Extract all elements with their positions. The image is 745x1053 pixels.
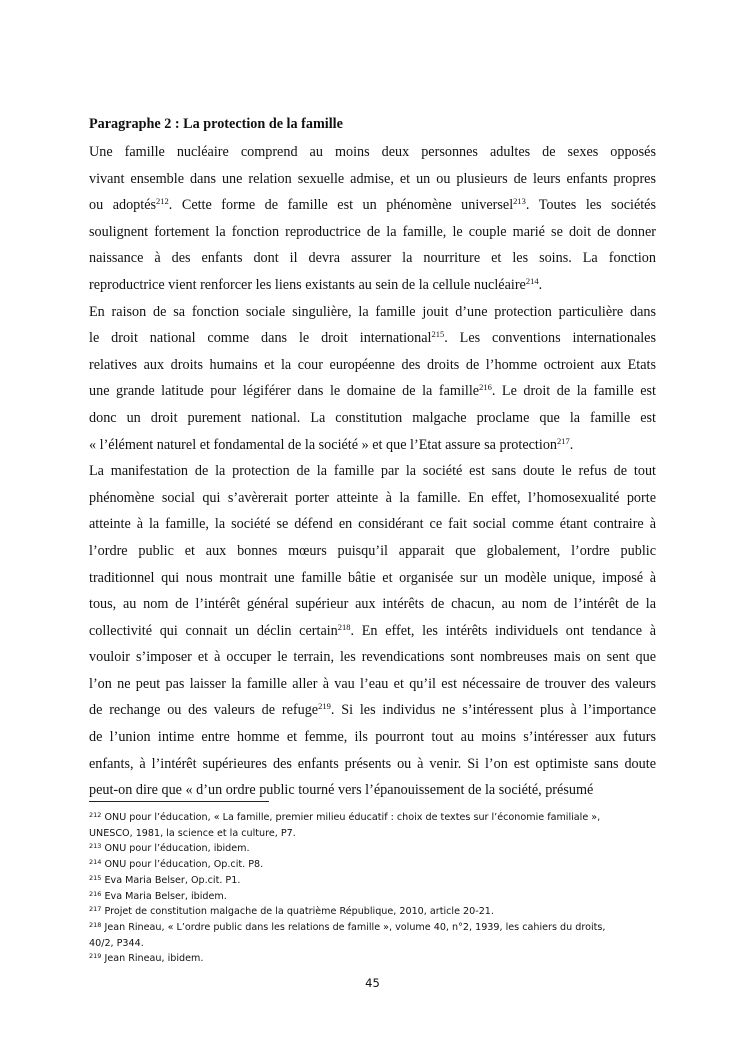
- text-segment: . Les conventions internationales: [444, 330, 656, 347]
- footnote-number: 219: [89, 952, 102, 961]
- footnote-number: 215: [89, 873, 102, 882]
- paragraphs: [89, 139, 656, 804]
- text-segment: Une famille nucléaire comprend au moins deux personnes adultes de sexes opposés: [89, 144, 656, 160]
- paragraph-line: [89, 644, 656, 671]
- paragraph-line: [89, 538, 656, 565]
- footnote-ref[interactable]: 212: [156, 196, 169, 207]
- text-segment: . Cette forme de famille est un phénomène universel: [168, 197, 514, 214]
- footnote: [89, 810, 656, 826]
- paragraph: [89, 299, 656, 459]
- text-segment: relatives aux droits humains et la cour européenne des droits de l’homme octroient aux Etats: [89, 356, 656, 373]
- paragraph-line: [89, 751, 656, 778]
- footnote: [89, 889, 656, 905]
- text-segment: donc un droit purement national. La constitution malgache proclame que la famille est: [89, 409, 656, 426]
- text-segment: l’ordre public et aux bonnes mœurs puisqu’il apparait que globalement, l’ordre public: [89, 542, 656, 559]
- text-segment: La manifestation de la protection de la famille par la société est sans doute le refus de tout: [89, 463, 656, 480]
- paragraph-line: [89, 325, 656, 352]
- paragraph: [89, 458, 656, 804]
- footnote-number: 213: [89, 842, 102, 851]
- paragraph-line: [89, 565, 656, 592]
- footnote-number: 212: [89, 811, 102, 819]
- text-segment: soulignent fortement la fonction reproductrice de la famille, le couple marié se doit de donner: [89, 223, 656, 240]
- text-segment: collectivité qui connait un déclin certain: [89, 622, 338, 639]
- paragraph-line: [89, 219, 656, 246]
- footnote-text: Jean Rineau, ibidem.: [104, 953, 204, 965]
- paragraph-line: [89, 166, 656, 193]
- footnote-text: Eva Maria Belser, Op.cit. P1.: [104, 874, 241, 886]
- text-segment: une grande latitude pour légiférer dans le domaine de la famille: [89, 383, 480, 400]
- paragraph-line: [89, 777, 656, 804]
- paragraph-line: [89, 618, 656, 645]
- footnote: [89, 857, 656, 873]
- text-segment: phénomène social qui s’avèrerait porter atteinte à la famille. En effet, l’homosexualité porte: [89, 489, 656, 506]
- paragraph-line: [89, 485, 656, 512]
- paragraph-line: [89, 671, 656, 698]
- text-segment: peut-on dire que « d’un ordre public tourné vers l’épanouissement de la société, présumé: [89, 782, 594, 799]
- text-segment: l’on ne peut pas laisser la famille aller à vau l’eau et qu’il est nécessaire de trouver des valeurs: [89, 675, 656, 692]
- paragraph-line: [89, 511, 656, 538]
- footnote: [89, 920, 656, 936]
- footnote-text: Jean Rineau, « L’ordre public dans les relations de famille », volume 40, n°2, 1939, les cahiers du droits,: [104, 921, 606, 933]
- footnote-text: UNESCO, 1981, la science et la culture, P7.: [89, 827, 296, 839]
- text-segment: traditionnel qui nous montrait une famille bâtie et organisée sur un modèle unique, imposé à: [89, 569, 656, 586]
- text-segment: . Si les individus ne s’intéressent plus à l’importance: [330, 702, 656, 719]
- footnote-text: ONU pour l’éducation, Op.cit. P8.: [104, 859, 264, 871]
- paragraph-line: [89, 299, 656, 326]
- footnote-ref[interactable]: 213: [513, 196, 526, 207]
- paragraph-line: [89, 272, 656, 299]
- footnote: [89, 873, 656, 889]
- footnote-ref[interactable]: 214: [525, 275, 539, 286]
- text-segment: « l’élément naturel et fondamental de la société » et que l’Etat assure sa protection: [89, 436, 558, 453]
- footnote: [89, 826, 656, 842]
- footnote-text: ONU pour l’éducation, ibidem.: [104, 843, 250, 855]
- footnote-separator: [89, 801, 269, 802]
- footnote: [89, 936, 656, 952]
- footnote-ref[interactable]: 216: [479, 382, 492, 393]
- paragraph-line: [89, 378, 656, 405]
- paragraph-line: [89, 458, 656, 485]
- footnote-text: ONU pour l’éducation, « La famille, premier milieu éducatif : choix de textes sur l’économie familiale »,: [104, 812, 601, 823]
- footnotes: [89, 810, 656, 967]
- paragraph-line: [89, 245, 656, 272]
- footnote-ref[interactable]: 219: [318, 701, 331, 712]
- footnote-number: 214: [89, 858, 102, 867]
- paragraph: [89, 139, 656, 299]
- text-segment: tous, au nom de l’intérêt général supérieur aux intérêts de chacun, au nom de l’intérêt de la: [89, 596, 656, 613]
- text-segment: atteinte à la famille, la société se défend en considérant ce fait social comme étant contraire à: [89, 516, 656, 533]
- text-segment: le droit national comme dans le droit international: [89, 330, 432, 347]
- text-segment: vouloir s’imposer et à occuper le terrain, les revendications sont nombreuses mais on sent que: [89, 649, 656, 666]
- footnote: [89, 841, 656, 857]
- paragraph-line: [89, 352, 656, 379]
- footnote-text: 40/2, P344.: [89, 937, 144, 949]
- paragraph-line: [89, 405, 656, 432]
- footnote-text: Projet de constitution malgache de la quatrième République, 2010, article 20-21.: [104, 906, 494, 918]
- footnote-ref[interactable]: 217: [557, 435, 570, 446]
- footnote-ref[interactable]: 215: [431, 329, 445, 340]
- text-segment: de l’union intime entre homme et femme, ils pourront tout au moins s’intéresser aux futurs: [89, 729, 656, 746]
- text-segment: . En effet, les intérêts individuels ont tendance à: [350, 622, 656, 639]
- text-segment: reproductrice vient renforcer les liens existants au sein de la cellule nucléaire: [89, 276, 526, 293]
- footnote-text: Eva Maria Belser, ibidem.: [104, 890, 227, 902]
- page-number: 45: [365, 976, 380, 990]
- paragraph-line: [89, 724, 656, 751]
- text-segment: .: [569, 436, 574, 453]
- paragraph-line: [89, 192, 656, 219]
- footnote-number: 218: [89, 920, 102, 929]
- text-segment: enfants, à l’intérêt supérieures des enfants présents ou à venir. Si l’on est optimiste sans doute: [89, 755, 656, 772]
- section-heading: Paragraphe 2 : La protection de la famille: [89, 116, 343, 132]
- paragraph-line: [89, 139, 656, 166]
- paragraph-line: [89, 591, 656, 618]
- footnote-number: 217: [89, 905, 102, 914]
- footnote: [89, 904, 656, 920]
- text-segment: ou adoptés: [89, 197, 157, 214]
- paragraph-line: [89, 697, 656, 724]
- text-segment: En raison de sa fonction sociale singulière, la famille jouit d’une protection particulière dans: [89, 303, 656, 320]
- text-segment: .: [538, 276, 543, 293]
- text-segment: de rechange ou des valeurs de refuge: [89, 702, 319, 719]
- footnote: [89, 951, 656, 967]
- paragraph-line: [89, 432, 656, 459]
- body-text: [89, 113, 656, 804]
- text-segment: . Toutes les sociétés: [525, 197, 656, 214]
- text-segment: . Le droit de la famille est: [491, 383, 656, 400]
- text-segment: naissance à des enfants dont il devra assurer la nourriture et les soins. La fonction: [89, 250, 656, 267]
- text-segment: vivant ensemble dans une relation sexuelle admise, et un ou plusieurs de leurs enfants propres: [89, 170, 656, 187]
- footnote-number: 216: [89, 889, 102, 898]
- footnote-ref[interactable]: 218: [337, 621, 351, 632]
